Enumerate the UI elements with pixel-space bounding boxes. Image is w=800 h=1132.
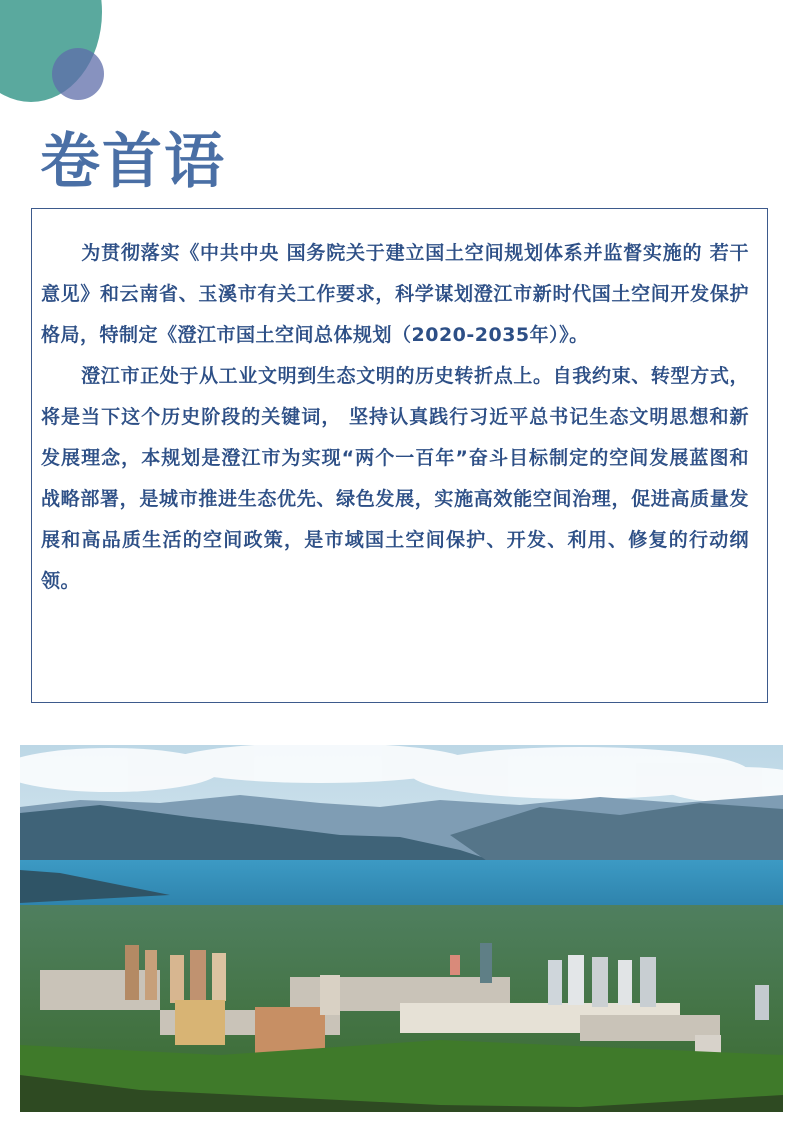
preface-paragraph-2-text: 澄江市正处于从工业文明到生态文明的历史转折点上。自我约束、转型方式，将是当下这个历史阶段的关键词， 坚持认真践行习近平总书记生态文明思想和新发展理念，本规划是澄江市为实现“两个一百年”奋斗目标制定的空间发展蓝图和战略部署，是城市推进生态优先、绿色发展，实施高效能空间治理，促进高质量发展和高品质生活的空间政策，是市域国土空间保护、开发、利用、修复的行动纲领。 [41,365,749,592]
preface-paragraph-2 [41,356,749,602]
page-title: 卷首语 [40,127,226,197]
decorative-navy-circle [52,48,104,100]
preface-text-box [31,208,768,703]
preface-paragraph-1-text: 为贯彻落实《中共中央 国务院关于建立国土空间规划体系并监督实施的 若干意见》和云南省、玉溪市有关工作要求，科学谋划澄江市新时代国土空间开发保护格局，特制定《澄江市国土空间总体规划（2020-2035年）》。 [41,242,749,346]
preface-paragraph-1 [41,233,749,356]
city-lake-landscape-photo [20,745,783,1112]
